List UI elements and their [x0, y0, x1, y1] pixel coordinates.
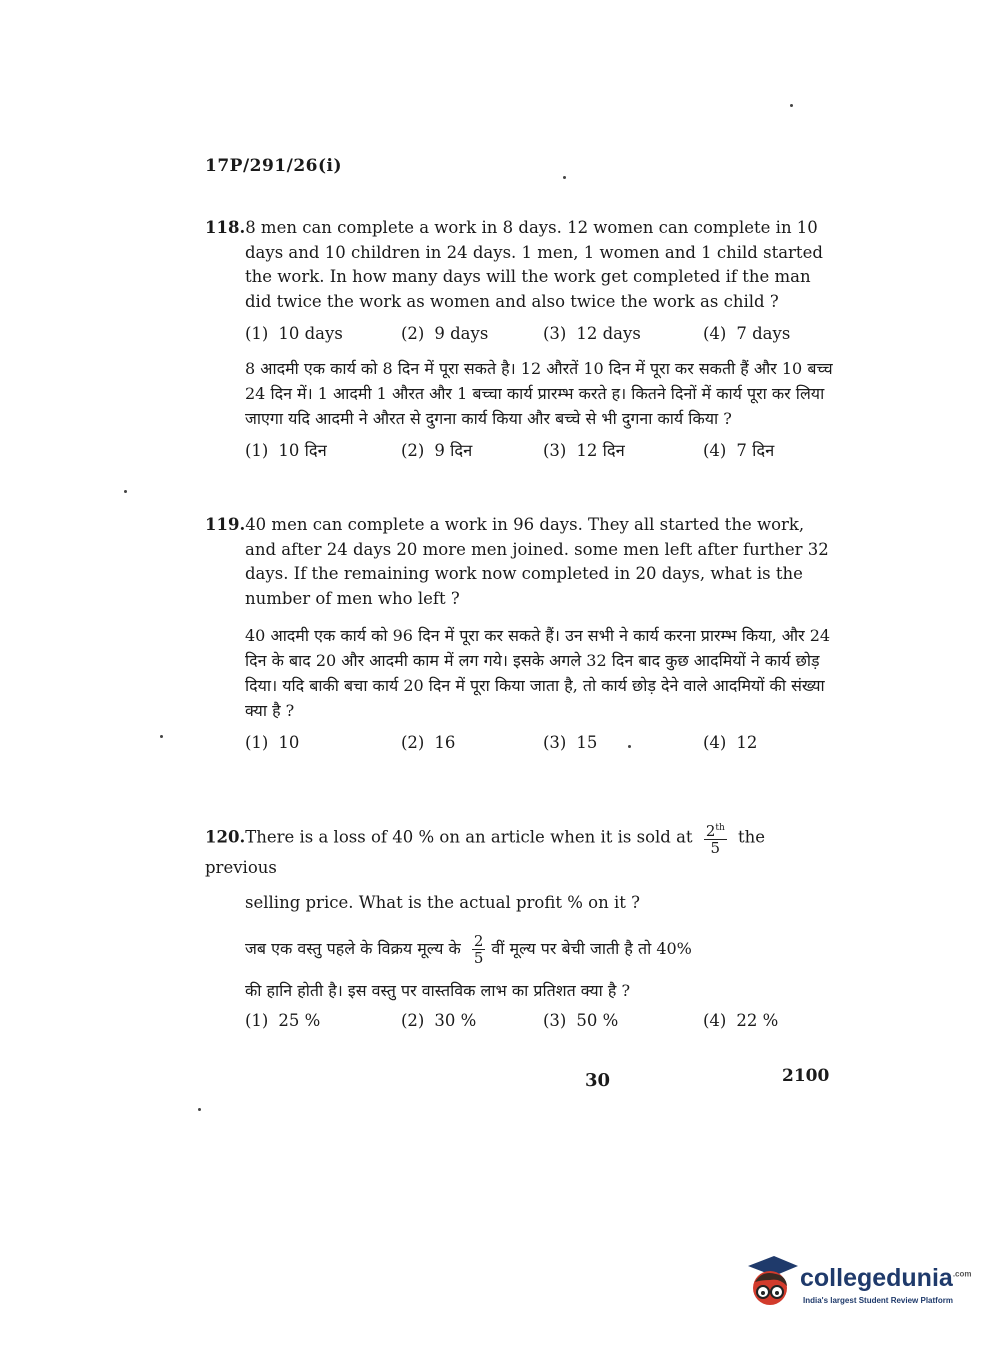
scan-speck	[628, 745, 631, 748]
question-118-english	[205, 216, 835, 314]
question-number: 120.	[205, 827, 246, 847]
question-120	[205, 820, 835, 1035]
option-1[interactable]: (1) 10	[245, 733, 300, 752]
option-4[interactable]: (4) 7 दिन	[703, 441, 775, 460]
option-4[interactable]: (4) 7 days	[703, 324, 791, 343]
option-2[interactable]: (2) 9 दिन	[401, 441, 473, 460]
question-118-options-hi	[245, 437, 835, 465]
fraction: $\frac{2}{5}$	[473, 932, 484, 967]
brand-name: collegedunia$^{.com}$	[800, 1264, 972, 1292]
question-119-english	[205, 513, 835, 611]
question-120-english-line2: selling price. What is the actual profit % on it ?	[245, 892, 640, 912]
scan-speck	[563, 176, 566, 179]
question-120-english-line1: 120.There is a loss of 40 % on an article when it is sold at $\frac{2^{th}}{5}$ the previous	[205, 822, 766, 877]
brand-tagline: India's largest Student Review Platform	[803, 1296, 953, 1305]
option-3[interactable]: (3) 50 %	[543, 1011, 619, 1030]
question-text: 8 men can complete a work in 8 days. 12 women can complete in 10 days and 10 children in 24 days. 1 men, 1 women and 1 child started the work. In how many days will the work get completed if the man did twice the work as women and also twice the work as child ?	[245, 218, 823, 311]
fraction: $\frac{2^{th}}{5}$	[705, 822, 725, 857]
question-number: 118.	[205, 218, 246, 237]
scan-speck	[160, 735, 163, 738]
scan-speck	[198, 1108, 201, 1111]
scan-speck	[124, 490, 127, 493]
question-120-options	[245, 1007, 835, 1035]
question-118-hindi: 8 आदमी एक कार्य को 8 दिन में पूरा सकते है। 12 औरतें 10 दिन में पूरा कर सकती हैं और 10 बच्च 24 दिन में। 1 आदमी 1 औरत और 1 बच्चा कार्य प्रारम्भ करते ह। कितने दिनों में कार्य पूरा कर लिया जाएगा यदि आदमी ने औरत से दुगना कार्य किया और बच्चे से भी दुगना कार्य किया ?	[245, 359, 833, 428]
question-120-hindi-line1: जब एक वस्तु पहले के विक्रय मूल्य के $\frac{2}{5}$ वीं मूल्य पर बेची जाती है तो 40%	[245, 932, 692, 967]
question-119-options	[245, 729, 835, 757]
option-2[interactable]: (2) 30 %	[401, 1011, 477, 1030]
option-3[interactable]: (3) 12 days	[543, 324, 641, 343]
question-number: 119.	[205, 515, 246, 534]
question-120-hindi-line2: की हानि होती है। इस वस्तु पर वास्तविक लाभ का प्रतिशत क्या है ?	[245, 981, 631, 1000]
page-number: 30	[585, 1070, 611, 1091]
option-3[interactable]: (3) 12 दिन	[543, 441, 625, 460]
scan-speck	[790, 104, 793, 107]
question-text: 40 men can complete a work in 96 days. They all started the work, and after 24 days 20 more men joined. some men left after further 32 days. If the remaining work now completed in 20 days, what is the number of men who left ?	[245, 515, 829, 608]
collegedunia-logo-icon	[742, 1252, 800, 1312]
option-1[interactable]: (1) 10 days	[245, 324, 343, 343]
option-3[interactable]: (3) 15	[543, 733, 598, 752]
option-4[interactable]: (4) 22 %	[703, 1011, 779, 1030]
question-118-options-en	[245, 320, 835, 348]
question-119-hindi: 40 आदमी एक कार्य को 96 दिन में पूरा कर सकते हैं। उन सभी ने कार्य करना प्रारम्भ किया, और 24 दिन के बाद 20 और आदमी काम में लग गये। इसके अगले 32 दिन बाद कुछ आदमियों ने कार्य छोड़ दिया। यदि बाकी बचा कार्य 20 दिन में पूरा किया जाता है, तो कार्य छोड़ देने वाले आदमियों की संख्या क्या है ?	[245, 626, 831, 720]
option-1[interactable]: (1) 25 %	[245, 1011, 321, 1030]
footer-code: 2100	[782, 1066, 830, 1086]
option-4[interactable]: (4) 12	[703, 733, 758, 752]
option-2[interactable]: (2) 9 days	[401, 324, 489, 343]
option-1[interactable]: (1) 10 दिन	[245, 441, 327, 460]
option-2[interactable]: (2) 16	[401, 733, 456, 752]
question-119	[205, 513, 835, 757]
paper-code: 17P/291/26(i)	[205, 156, 343, 176]
question-118	[205, 216, 835, 465]
